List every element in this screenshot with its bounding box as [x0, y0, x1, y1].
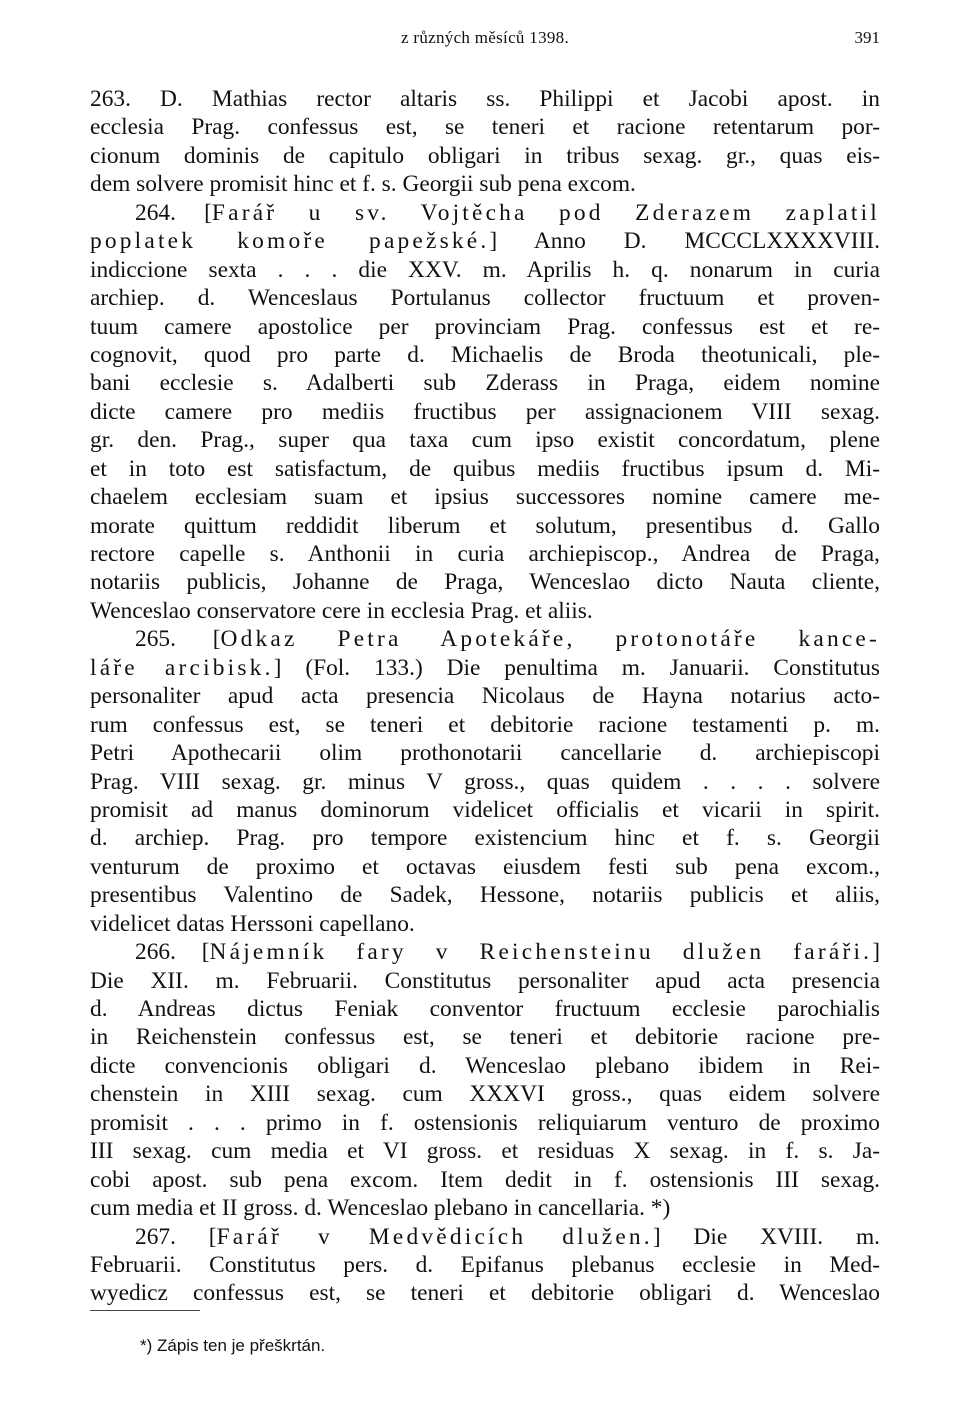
text-line — [90, 967, 880, 995]
text-line — [90, 597, 880, 625]
text-line — [90, 284, 880, 312]
text-line — [90, 995, 880, 1023]
text-line — [90, 85, 880, 113]
line-text: wyedicz confessus est, se teneri et debitorie obligari d. Wenceslao — [90, 1280, 880, 1307]
text-line — [90, 796, 880, 824]
line-text: Prag. VIII sexag. gr. minus V gross., quas quidem . . . . solvere — [90, 768, 880, 795]
line-text: bani ecclesie s. Adalberti sub Zderass in Praga, eidem nomine — [90, 370, 880, 397]
line-text: rectore capelle s. Anthonii in curia archiepiscop., Andrea de Praga, — [90, 541, 880, 567]
line-text: ] — [872, 939, 880, 966]
footnote: *) Zápis ten je přeškrtán. — [140, 1336, 326, 1355]
line-text: promisit ad manus dominorum videlicet officialis et vicarii in spirit. — [90, 796, 880, 823]
line-text: in Reichenstein confessus est, se teneri et debitorie racione pre- — [90, 1024, 880, 1051]
line-text: 265. [ — [135, 626, 221, 653]
line-text: et in toto est satisfactum, de quibus mediis fructibus ipsum d. Mi- — [90, 455, 880, 482]
line-text: dem solvere promisit hinc et f. s. Georgii sub pena excom. — [90, 171, 636, 198]
text-line — [90, 654, 880, 682]
running-head — [90, 28, 880, 52]
line-text: notariis publicis, Johanne de Praga, Wenceslao dicto Nauta cliente, — [90, 569, 880, 596]
line-text: indiccione sexta . . . die XXV. m. Aprilis h. q. nonarum in curia — [90, 256, 880, 283]
spaced-heading-text: poplatek komoře papežské. — [90, 228, 490, 255]
text-line — [90, 113, 880, 141]
text-line — [90, 398, 880, 426]
text-line — [90, 199, 880, 227]
spaced-heading-text: Farář u sv. Vojtěcha pod Zderazem zaplatil — [211, 199, 881, 226]
text-line — [90, 1251, 880, 1279]
text-line — [90, 568, 880, 596]
line-text: Februarii. Constitutus pers. d. Epifanus plebanus ecclesie in Med- — [90, 1251, 880, 1278]
line-text: ] Die XVIII. m. — [652, 1223, 880, 1250]
text-line — [90, 1052, 880, 1080]
line-text: rum confessus est, se teneri et debitorie racione testamenti p. m. — [90, 711, 880, 738]
spaced-heading-text: Farář v Medvědicích dlužen. — [216, 1223, 653, 1250]
line-text: 267. [ — [135, 1223, 217, 1250]
text-line — [90, 1166, 880, 1194]
line-text: presentibus Valentino de Sadek, Hessone, notariis publicis et aliis, — [90, 882, 880, 909]
text-line — [90, 938, 880, 966]
line-text: chaelem ecclesiam suam et ipsius successores nomine camere me- — [90, 484, 880, 511]
text-line — [90, 1223, 880, 1251]
text-line — [90, 881, 880, 909]
line-text: cum media et II gross. d. Wenceslao plebano in cancellaria. *) — [90, 1195, 671, 1222]
text-line — [90, 625, 880, 653]
text-line — [90, 426, 880, 454]
line-text: Wenceslao conservatore cere in ecclesia Prag. et aliis. — [90, 597, 593, 624]
running-title: z různých měsíců 1398. — [400, 28, 570, 47]
line-text: Petri Apothecarii olim prothonotarii cancellarie d. archiepiscopi — [90, 740, 880, 767]
line-text: III sexag. cum media et VI gross. et residuas X sexag. in f. s. Ja- — [90, 1138, 880, 1165]
text-line — [90, 711, 880, 739]
line-text: chenstein in XIII sexag. cum XXXVI gross., quas eidem solvere — [90, 1081, 880, 1108]
line-text: cionum dominis de capitulo obligari in tribus sexag. gr., quas eis- — [90, 142, 880, 169]
line-text: 264. [ — [135, 199, 212, 226]
spaced-heading-text: láře arcibisk. — [90, 654, 274, 681]
line-text: ] Anno D. MCCCLXXXXVIII. — [489, 228, 880, 255]
line-text: tuum camere apostolice per provinciam Prag. confessus est et re- — [90, 313, 880, 340]
line-text: ecclesia Prag. confessus est, se teneri et racione retentarum por- — [90, 114, 880, 141]
text-line — [90, 256, 880, 284]
line-text: 263. D. Mathias rector altaris ss. Philippi et Jacobi apost. in — [90, 86, 880, 112]
line-text: d. archiep. Prag. pro tempore existencium hinc et f. s. Georgii — [90, 825, 880, 852]
line-text: cobi apost. sub pena excom. Item dedit in f. ostensionis III sexag. — [90, 1166, 880, 1193]
text-line — [90, 853, 880, 881]
body-text — [90, 85, 880, 1308]
text-line — [90, 170, 880, 198]
text-line — [90, 227, 880, 255]
text-line — [90, 739, 880, 767]
spaced-heading-text: Nájemník fary v Reichensteinu dlužen faráři. — [209, 939, 873, 966]
line-text: promisit . . . primo in f. ostensionis reliquiarum venturo de proximo — [90, 1109, 880, 1136]
text-line — [90, 1109, 880, 1137]
text-line — [90, 1137, 880, 1165]
text-line — [90, 768, 880, 796]
text-line — [90, 910, 880, 938]
text-line — [90, 142, 880, 170]
text-line — [90, 483, 880, 511]
text-line — [90, 455, 880, 483]
text-line — [90, 824, 880, 852]
line-text: personaliter apud acta presencia Nicolaus de Hayna notarius acto- — [90, 683, 880, 710]
line-text: videlicet datas Herssoni capellano. — [90, 910, 415, 937]
text-line — [90, 313, 880, 341]
line-text: Die XII. m. Februarii. Constitutus personaliter apud acta presencia — [90, 967, 880, 994]
footnote-rule — [90, 1310, 200, 1311]
text-line — [90, 512, 880, 540]
line-text: dicte camere pro mediis fructibus per assignacionem VIII sexag. — [90, 398, 880, 425]
line-text: morate quittum reddidit liberum et solutum, presentibus d. Gallo — [90, 512, 880, 539]
text-line — [90, 1080, 880, 1108]
line-text: ] (Fol. 133.) Die penultima m. Januarii. Constitutus — [273, 654, 880, 681]
text-line — [90, 540, 880, 568]
line-text: archiep. d. Wenceslaus Portulanus collector fructuum et proven- — [90, 285, 880, 312]
text-line — [90, 369, 880, 397]
line-text: cognovit, quod pro parte d. Michaelis de Broda theotunicali, ple- — [90, 341, 880, 368]
line-text: gr. den. Prag., super qua taxa cum ipso existit concordatum, plene — [90, 427, 880, 454]
text-line — [90, 682, 880, 710]
line-text: d. Andreas dictus Feniak conventor fructuum ecclesie parochialis — [90, 996, 880, 1022]
line-text: 266. [ — [135, 939, 210, 966]
line-text: dicte convencionis obligari d. Wenceslao plebano ibidem in Rei- — [90, 1052, 880, 1079]
text-line — [90, 341, 880, 369]
line-text: venturum de proximo et octavas eiusdem festi sub pena excom., — [90, 853, 880, 880]
page-number: 391 — [854, 28, 880, 47]
text-line — [90, 1194, 880, 1222]
spaced-heading-text: Odkaz Petra Apotekáře, protonotáře kance- — [220, 626, 880, 653]
text-line — [90, 1023, 880, 1051]
text-line — [90, 1279, 880, 1307]
